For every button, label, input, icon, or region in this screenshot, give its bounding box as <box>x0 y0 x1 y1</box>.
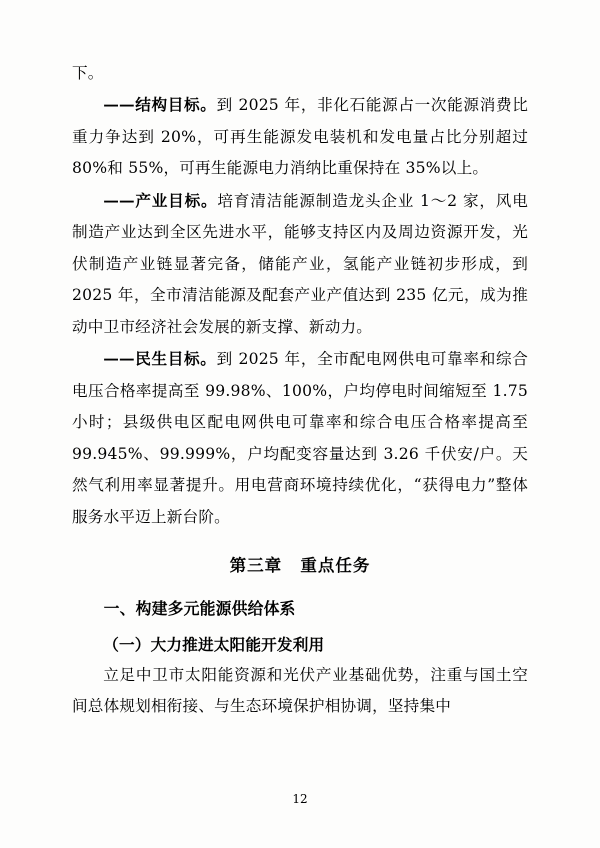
chapter-label: 第三章 <box>229 556 283 576</box>
paragraph-lead-industry: ——产业目标。 <box>103 190 218 210</box>
paragraph-lead-structure: ——结构目标。 <box>103 95 217 115</box>
paragraph-text-structure: 到 2025 年，非化石能源占一次能源消费比重力争达到 20%，可再生能源发电装机和发电量占比分别超过 80%和 55%，可再生能源电力消纳比重保持在 35%以上。 <box>72 96 529 178</box>
section-heading: 一、构建多元能源供给体系 <box>103 598 296 618</box>
paragraph-industry-goal <box>72 185 528 343</box>
paragraph-continuation: 下。 <box>72 64 104 82</box>
chapter-title-text: 重点任务 <box>300 556 371 576</box>
paragraph-lead-livelihood: ——民生目标。 <box>103 349 217 369</box>
paragraph-text-livelihood: 到 2025 年，全市配电网供电可靠率和综合电压合格率提高至 99.98%、100%，户均停电时间缩短至 1.75 小时；县级供电区配电网供电可靠率和综合电压合格率提高至 99.945%、99.999%，户均配变容量达到 3.26 千伏安/户。天然气利用率显著提升。用电营商环境持续优化，“获得电力”整体服务水平迈上新台阶。 <box>72 350 529 526</box>
subsection-heading: （一）大力推进太阳能开发利用 <box>103 634 325 654</box>
paragraph-text-industry: 培育清洁能源制造龙头企业 1～2 家，风电制造产业达到全区先进水平，能够支持区内及周边资源开发，光伏制造产业链显著完备，储能产业，氢能产业链初步形成，到 2025 年，全市清洁能源及配套产业产值达到 235 亿元，成为推动中卫市经济社会发展的新支撑、新动力。 <box>72 191 528 336</box>
paragraph-structure-goal <box>72 89 528 184</box>
paragraph-closing: 立足中卫市太阳能资源和光伏产业基础优势，注重与国土空间总体规划相衔接、与生态环境保护相协调，坚持集中 <box>72 665 528 716</box>
document-body <box>72 58 528 723</box>
page-number: 12 <box>292 792 308 806</box>
chapter-heading <box>72 549 528 582</box>
paragraph-livelihood-goal <box>72 343 528 533</box>
